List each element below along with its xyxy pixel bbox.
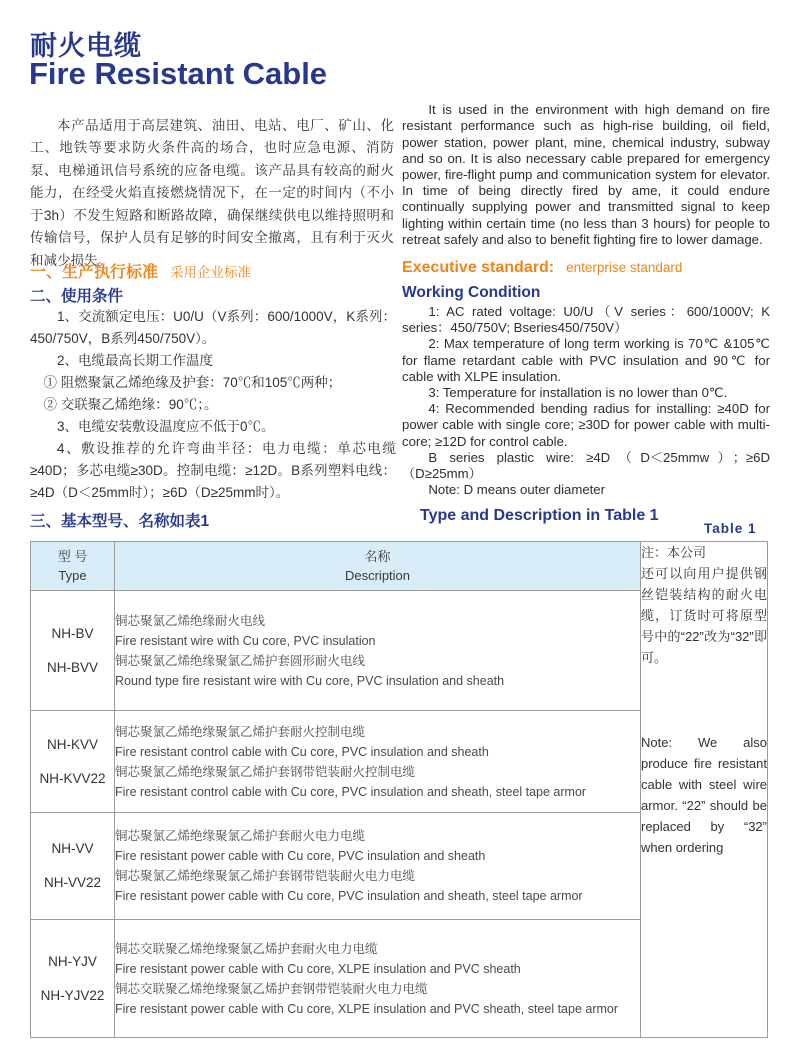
condition-item-en: 1: AC rated voltage: U0/U（V series：600/1000V; K series：450/750V; Bseries450/750V） (402, 304, 770, 336)
description-cell (115, 920, 641, 1038)
type-cell (31, 591, 115, 711)
page-title-chinese: 耐火电缆 (30, 31, 142, 61)
type-description-table (30, 541, 768, 1038)
type-cell (31, 711, 115, 813)
page-title-english: Fire Resistant Cable (29, 56, 328, 91)
condition-item-cn: ① 阻燃聚氯乙烯绝缘及护套：70℃和105℃两种； (43, 375, 342, 390)
executive-standard-heading-english (402, 259, 682, 277)
column-header-description (115, 542, 641, 591)
condition-item-cn: 3、电缆安装敷设温度应不低于0℃。 (57, 419, 275, 434)
working-condition-heading-english: Working Condition (402, 284, 541, 301)
executive-standard-value-cn: 采用企业标准 (170, 265, 252, 280)
cable-type-code: NH-YJV22 (40, 987, 105, 1003)
column-header-desc-cn: 名称 (364, 549, 391, 564)
description-line: 铜芯交联聚乙烯绝缘聚氯乙烯护套钢带铠装耐火电力电缆 (115, 981, 428, 996)
cable-type-code: NH-KVV22 (39, 770, 106, 786)
executive-standard-value-en: enterprise standard (566, 260, 683, 275)
note-english: Note: We also produce fire resistant cable with steel wire armor. “22” should be replaced by “32” when ordering (641, 735, 767, 855)
description-cell (115, 813, 641, 920)
cable-type-code: NH-VV (51, 841, 94, 856)
condition-item-cn: ② 交联聚乙烯绝缘：90℃；。 (43, 397, 218, 412)
condition-item-en: 2: Max temperature of long term working is 70℃ &105℃ for flame retardant cable with PVC insulation and 90℃ for cable with XLPE insulation. (402, 336, 770, 384)
description-line: 铜芯聚氯乙烯绝缘聚氯乙烯护套圆形耐火电线 (115, 653, 366, 668)
column-header-desc-en: Description (344, 568, 411, 583)
table-section-heading-chinese: 三、基本型号、名称如表1 (30, 513, 210, 530)
description-line: 铜芯聚氯乙烯绝缘耐火电线 (115, 613, 266, 628)
condition-item-cn: 4、敷设推荐的允许弯曲半径：电力电缆：单芯电缆≥40D；多芯电缆≥30D。控制电缆：≥12D。B系列塑料电线：≥4D（D＜25mm时）；≥6D（D≥25mm时）。 (30, 441, 396, 500)
intro-paragraph-english: It is used in the environment with high demand on fire resistant performance such as high-rise building, oil field, power station, power plant, mine, chemical industry, subway and so on. It is also necessary cable prepared for emergency power, fire-flight pump and communication system for elevator. In time of being directly fired by ame, it could endure continually supplying power and transmitted signal to keep lighting within certain time (no less than 3 hours) for people to retreat safely and also to benefit fighting fire to lower damage. (402, 102, 770, 247)
column-header-type-cn: 型 号 (57, 549, 88, 564)
column-header-type-en: Type (58, 568, 87, 583)
type-cell (31, 813, 115, 920)
condition-item-en: B series plastic wire: ≥4D（D＜25mmw）；≥6D（D≥25mm） (402, 449, 770, 482)
note-chinese-line: 还可以向用户提供钢丝铠装结构的耐火电缆，订货时可将原型号中的“22”改为“32”即可。 (641, 566, 767, 665)
working-condition-body-chinese (30, 306, 396, 504)
description-line: Fire resistant power cable with Cu core, XLPE insulation and PVC sheath, steel tape armor (115, 1001, 619, 1016)
cable-type-code: NH-YJV (48, 953, 97, 969)
cable-type-code: NH-BVV (46, 659, 98, 675)
description-line: 铜芯聚氯乙烯绝缘聚氯乙烯护套耐火控制电缆 (115, 724, 366, 739)
cable-type-code: NH-BV (51, 625, 94, 641)
table-section-heading-english: Type and Description in Table 1 (420, 507, 659, 524)
description-line: Fire resistant wire with Cu core, PVC insulation (115, 633, 376, 648)
condition-item-en: Note: D means outer diameter (428, 482, 606, 498)
description-line: 铜芯聚氯乙烯绝缘聚氯乙烯护套钢带铠装耐火电力电缆 (115, 869, 416, 883)
description-line: Fire resistant control cable with Cu core, PVC insulation and sheath, steel tape armor (115, 784, 587, 799)
description-line: Fire resistant power cable with Cu core, PVC insulation and sheath, steel tape armor (115, 889, 583, 903)
table-header-row (31, 542, 768, 591)
description-line: Fire resistant control cable with Cu core, PVC insulation and sheath (115, 744, 489, 759)
description-cell (115, 711, 641, 813)
condition-item-en: 3: Temperature for installation is no lower than 0℃. (428, 385, 728, 401)
note-chinese-line: 注：本公司 (641, 545, 707, 560)
table-1-caption: Table 1 (704, 521, 757, 536)
executive-standard-label-en: Executive standard: (402, 259, 555, 276)
column-header-type (31, 542, 115, 591)
description-line: 铜芯聚氯乙烯绝缘聚氯乙烯护套钢带铠装耐火控制电缆 (115, 764, 416, 779)
table-notes-cell (641, 542, 768, 1038)
intro-paragraph-chinese: 本产品适用于高层建筑、油田、电站、电厂、矿山、化工、地铁等要求防火条件高的场合，也时应急电源、消防泵、电梯通讯信号系统的应备电缆。该产品具有较高的耐火能力，在经受火焰直接燃烧情况下，在一定的时间内（不小于3h）不发生短路和断路故障，确保继续供电以维持照明和传输信号，保护人员有足够的时间安全撤离，且有利于灭火和减少损失。 (30, 117, 394, 269)
working-condition-heading-chinese: 二、使用条件 (30, 288, 124, 305)
cable-type-code: NH-KVV (46, 736, 98, 752)
condition-item-en: 4: Recommended bending radius for installing: ≥40D for power cable with single core; ≥30D for power cable with multi-core; ≥12D for control cable. (402, 401, 770, 449)
executive-standard-label-cn: 一、生产执行标准 (30, 264, 159, 281)
description-line: Round type fire resistant wire with Cu core, PVC insulation and sheath (115, 673, 505, 688)
description-line: 铜芯聚氯乙烯绝缘聚氯乙烯护套耐火电力电缆 (115, 829, 366, 843)
description-line: Fire resistant power cable with Cu core, XLPE insulation and PVC sheath (115, 961, 521, 976)
working-condition-body-english (402, 304, 770, 498)
description-cell (115, 591, 641, 711)
description-line: Fire resistant power cable with Cu core, PVC insulation and sheath (115, 849, 486, 863)
type-cell (31, 920, 115, 1038)
cable-type-code: NH-VV22 (43, 875, 102, 890)
executive-standard-heading-chinese (30, 259, 251, 282)
condition-item-cn: 2、电缆最高长期工作温度 (57, 353, 214, 368)
description-line: 铜芯交联聚乙烯绝缘聚氯乙烯护套耐火电力电缆 (115, 941, 378, 956)
note-chinese (641, 542, 767, 668)
condition-item-cn: 1、交流额定电压：U0/U（V系列：600/1000V，K系列：450/750V，B系列450/750V）。 (30, 309, 396, 346)
